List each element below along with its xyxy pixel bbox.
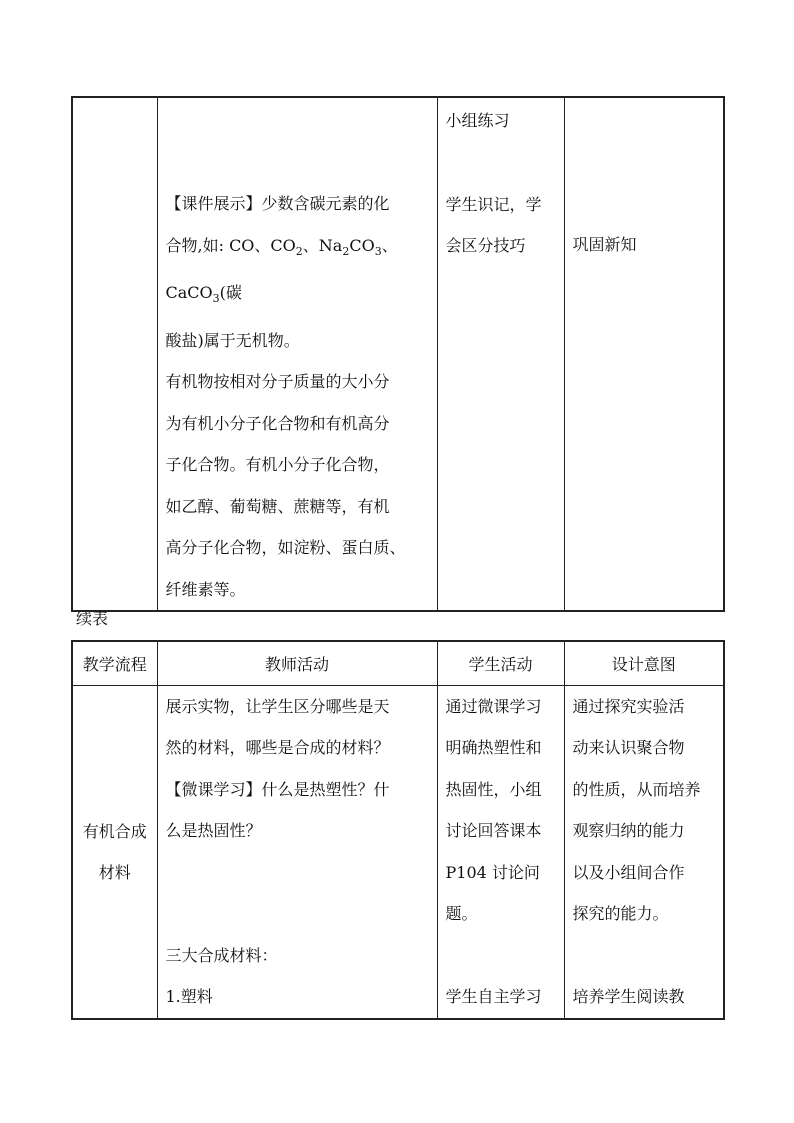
teacher-line-formula: 合物,如: CO、$CO_2$、$Na_2CO_3$、CaCO$_3$(碳 [165,235,398,306]
teacher-line: 1.塑料 [165,987,213,1006]
student-line: 会区分技巧 [445,236,526,255]
teacher-line: 高分子化合物，如淀粉、蛋白质、 [165,538,406,558]
teacher-line: 然的材料，哪些是合成的材料？ [165,738,390,757]
design-line: 以及小组间合作 [572,862,685,882]
student-line: 小组练习 [445,111,510,130]
teacher-line: 【微课学习】什么是热塑性？什 [165,779,390,799]
teacher-line: 有机物按相对分子质量的大小分 [165,372,390,392]
lesson-table-bottom [71,640,725,1020]
header-flow: 教学流程 [72,641,157,685]
teacher-line: 展示实物，让学生区分哪些是天 [165,696,390,716]
teacher-line: 为有机小分子化合物和有机高分 [165,413,390,433]
design-line: 探究的能力。 [572,904,669,923]
teacher-line: 三大合成材料： [165,945,278,965]
design-line: 动来认识聚合物 [572,738,685,757]
teacher-line: 纤维素等。 [165,579,246,599]
student-line: 讨论回答课本 [445,821,542,840]
lesson-table-top [71,96,725,612]
header-design: 设计意图 [564,641,724,685]
design-line: 巩固新知 [572,235,637,254]
student-activity-cell [437,97,564,611]
student-line: 学生识记，学 [445,194,542,214]
header-teacher: 教师活动 [157,641,437,685]
flow-line: 材料 [98,862,131,882]
student-line: 学生自主学习 [445,986,542,1006]
teacher-line: 如乙醇、葡萄糖、蔗糖等，有机 [165,496,390,516]
teacher-line: 【课件展示】少数含碳元素的化 [165,194,390,213]
student-activity-cell [437,685,564,1019]
student-line: P104 讨论问 [445,862,540,882]
flow-cell [72,685,157,1019]
teacher-activity-cell [157,97,437,611]
design-line: 通过探究实验活 [572,696,685,716]
header-student: 学生活动 [437,641,564,685]
student-line: 明确热塑性和 [445,738,542,757]
design-intent-cell [564,685,724,1019]
design-line: 观察归纳的能力 [572,821,685,840]
continued-table-label: 续表 [76,609,109,628]
design-intent-cell [564,97,724,611]
teacher-line: 子化合物。有机小分子化合物， [165,455,390,475]
flow-line: 有机合成 [82,821,147,841]
teacher-line: 酸盐)属于无机物。 [165,330,300,350]
flow-cell-empty [72,97,157,611]
student-line: 题。 [445,904,478,923]
teacher-line: 么是热固性？ [165,821,262,840]
design-line: 培养学生阅读教 [572,986,685,1006]
student-line: 通过微课学习 [445,696,542,716]
teacher-activity-cell [157,685,437,1019]
design-line: 的性质，从而培养 [572,779,701,799]
student-line: 热固性，小组 [445,779,542,799]
